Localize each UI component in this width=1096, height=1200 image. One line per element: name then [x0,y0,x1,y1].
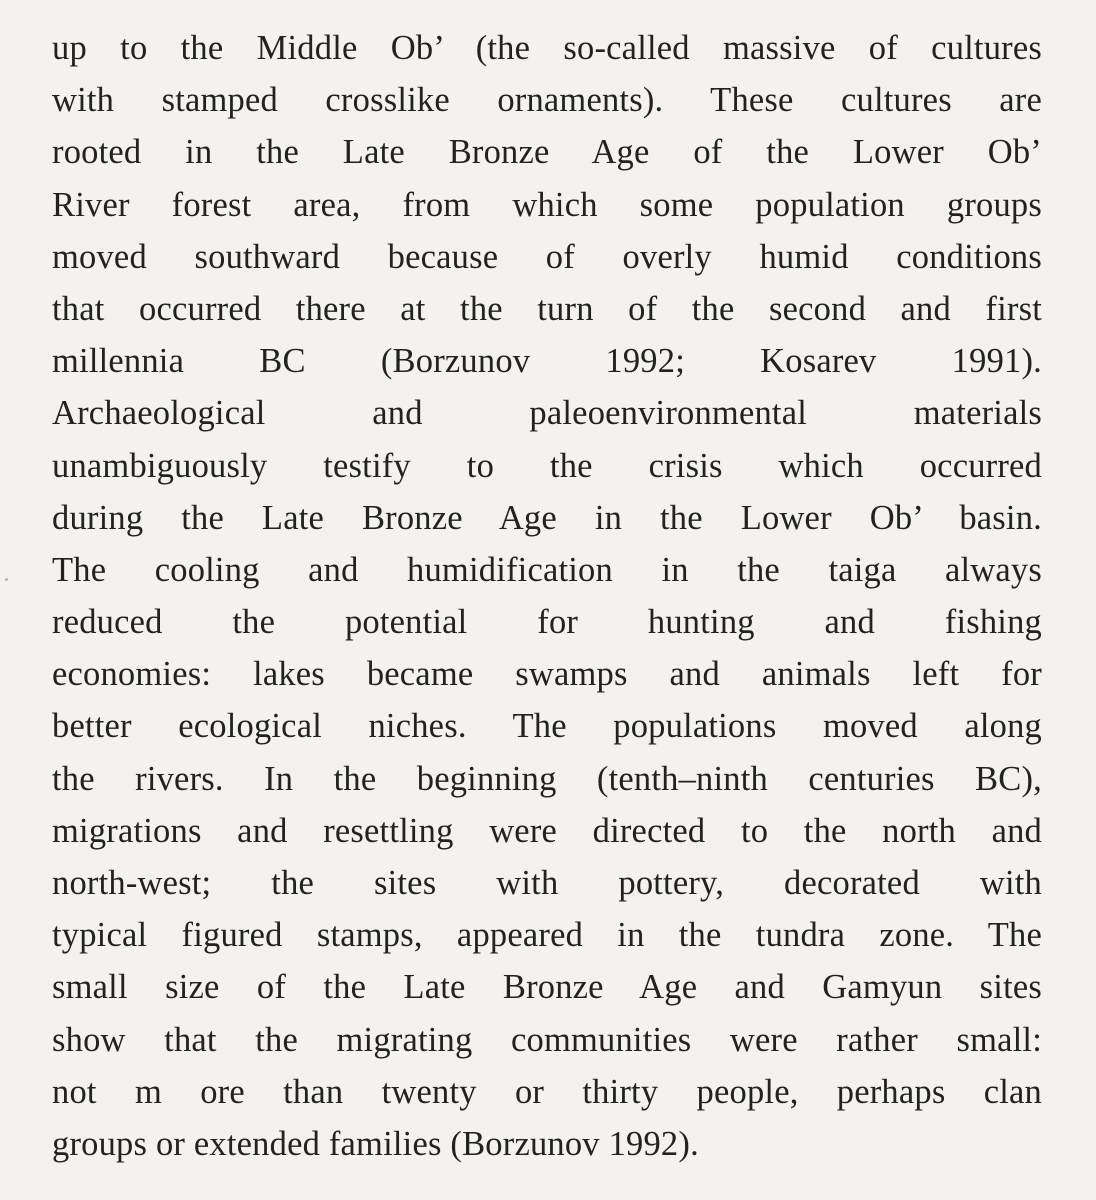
text-line-17: north-west; the sites with pottery, decorated with [52,864,1042,902]
text-line-5: moved southward because of overly humid conditions [52,237,1042,276]
text-line-4: River forest area, from which some population groups [52,185,1042,224]
text-line-9: unambiguously testify to the crisis which occurred [52,446,1042,485]
text-line-12: reduced the potential for hunting and fishing [52,603,1042,642]
margin-mark [5,578,8,581]
text-line-11: The cooling and humidification in the taiga always [52,550,1042,589]
text-line-6: that occurred there at the turn of the second and first [52,289,1042,328]
text-line-1: up to the Middle Ob’ (the so-called massive of cultures [52,29,1042,67]
text-line-18: typical figured stamps, appeared in the tundra zone. The [52,916,1042,955]
text-line-21: not m ore than twenty or thirty people, perhaps clan [52,1072,1042,1111]
text-line-22: groups or extended families (Borzunov 1992). [52,1124,699,1163]
text-line-10: during the Late Bronze Age in the Lower Ob’ basin. [52,498,1042,537]
text-line-2: with stamped crosslike ornaments). These cultures are [52,81,1042,120]
text-line-19: small size of the Late Bronze Age and Gamyun sites [52,968,1042,1007]
body-paragraph [52,22,1042,1170]
text-line-15: the rivers. In the beginning (tenth–ninth centuries BC), [52,759,1042,798]
text-line-14: better ecological niches. The populations moved along [52,707,1042,746]
text-line-20: show that the migrating communities were rather small: [52,1020,1042,1059]
text-line-13: economies: lakes became swamps and animals left for [52,655,1042,694]
text-line-8: Archaeological and paleoenvironmental materials [52,394,1042,433]
text-line-7: millennia BC (Borzunov 1992; Kosarev 1991). [52,342,1042,381]
text-line-3: rooted in the Late Bronze Age of the Lower Ob’ [52,133,1042,172]
text-line-16: migrations and resettling were directed to the north and [52,811,1042,850]
